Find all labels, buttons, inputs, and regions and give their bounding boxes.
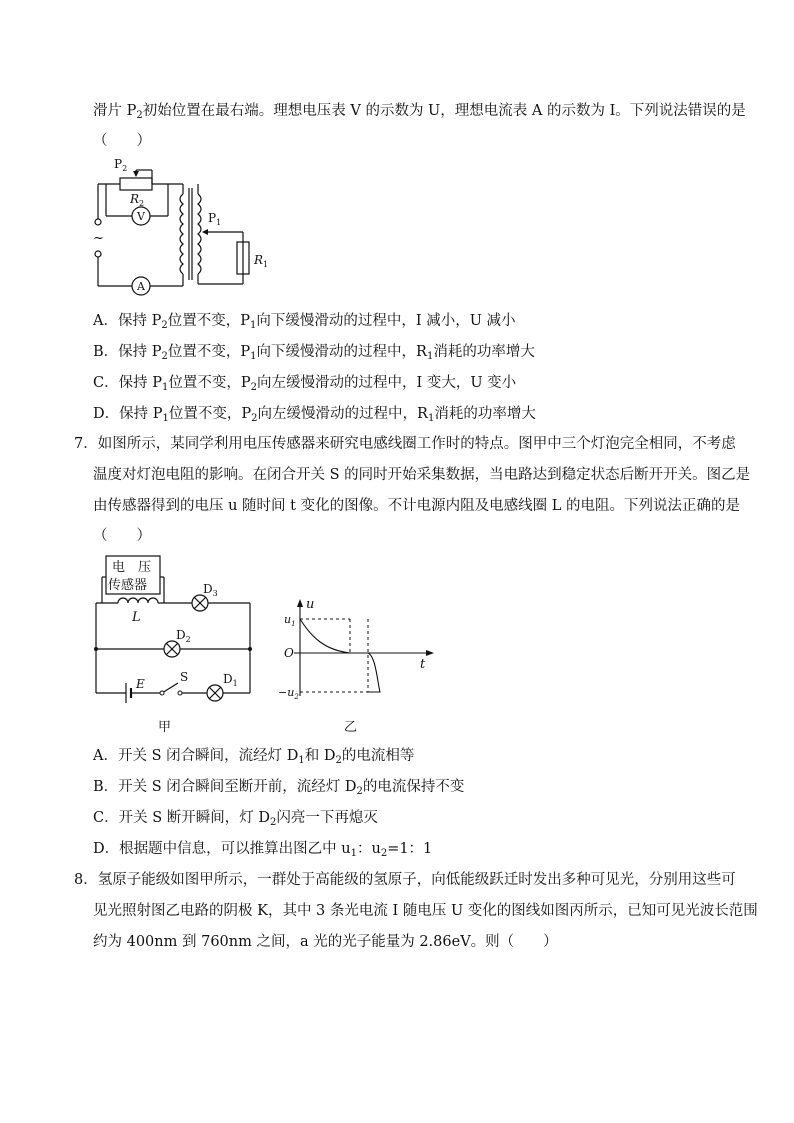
- q7-option-d: D．根据题中信息，可以推算出图乙中 $u_1$：$u_2=1$：1: [93, 841, 433, 859]
- u2-tick-label: $-u_2$: [278, 686, 299, 701]
- q6-intro: 滑片 $P_2$初始位置在最右端。理想电压表 V 的示数为 U，理想电流表 A 的示数为 I。下列说法错误的是: [93, 103, 746, 121]
- ammeter-label: A: [137, 280, 145, 293]
- q6-answer-paren: （ ）: [93, 133, 151, 149]
- q8-stem-line-2: 见光照射图乙电路的阴极 K，其中 3 条光电流 I 随电压 U 变化的图线如图丙所示，已知可见光波长范围: [93, 903, 758, 919]
- origin-label: O: [284, 646, 294, 660]
- q6-option-b: B．保持 $P_2$位置不变，$P_1$向下缓慢滑动的过程中，$R_1$消耗的功率增大: [93, 344, 535, 362]
- r1-label: $R_1$: [254, 253, 269, 269]
- sensor-label-line-1: 电 压: [112, 560, 152, 575]
- d2-label: $D_2$: [176, 628, 191, 644]
- inductor-l-label: L: [132, 610, 141, 625]
- q7-figure-jia-circuit: [90, 553, 260, 738]
- q7-option-c: C．开关 S 断开瞬间，灯 $D_2$闪亮一下再熄灭: [93, 810, 378, 828]
- t-axis-label: t: [420, 657, 426, 672]
- voltmeter-label: V: [137, 210, 145, 223]
- q7-figure-yi-graph: [280, 596, 440, 736]
- switch-s-label: S: [180, 670, 189, 684]
- d1-label: $D_1$: [223, 672, 238, 688]
- r2-label: $R_2$: [130, 192, 145, 208]
- q7-option-b: B．开关 S 闭合瞬间至断开前，流经灯 $D_2$的电流保持不变: [93, 779, 465, 797]
- q6-transformer-circuit: [88, 154, 278, 304]
- u1-tick-label: $u_1$: [284, 613, 296, 628]
- q6-option-d: D．保持 $P_1$位置不变，$P_2$向左缓慢滑动的过程中，$R_1$消耗的功率增大: [93, 406, 536, 424]
- u-axis-label: u: [306, 597, 315, 612]
- q6-option-a: A．保持 $P_2$位置不变，$P_1$向下缓慢滑动的过程中，I 减小，U 减小: [93, 313, 516, 331]
- q8-stem-line-1: 8．氢原子能级如图甲所示，一群处于高能级的氢原子，向低能级跃迁时发出多种可见光，分别用这些可: [74, 872, 736, 888]
- ac-source-symbol: ~: [93, 231, 104, 246]
- figure-jia-caption: 甲: [158, 720, 172, 735]
- q8-stem-line-3: 约为 400nm 到 760nm 之间，a 光的光子能量为 2.86eV。则（ ）: [93, 934, 558, 950]
- figure-yi-caption: 乙: [344, 720, 358, 735]
- battery-e-label: E: [136, 677, 145, 691]
- p1-label: $P_1$: [208, 211, 222, 227]
- d3-label: $D_3$: [203, 582, 218, 598]
- q6-option-c: C．保持 $P_1$位置不变，$P_2$向左缓慢滑动的过程中，I 变大，U 变小: [93, 375, 517, 393]
- q7-stem-line-2: 温度对灯泡电阻的影响。在闭合开关 S 的同时开始采集数据，当电路达到稳定状态后断开开关。图乙是: [93, 467, 751, 483]
- p2-label: $P_2$: [114, 157, 128, 173]
- q7-stem-line-1: 7．如图所示，某同学利用电压传感器来研究电感线圈工作时的特点。图甲中三个灯泡完全相同，不考虑: [74, 436, 736, 452]
- q7-stem-line-3: 由传感器得到的电压 u 随时间 t 变化的图像。不计电源内阻及电感线圈 L 的电阻。下列说法正确的是: [93, 498, 740, 514]
- q7-option-a: A．开关 S 闭合瞬间，流经灯 $D_1$和 $D_2$的电流相等: [93, 748, 415, 766]
- sensor-label-line-2: 传感器: [108, 578, 148, 593]
- q7-answer-paren: （ ）: [93, 528, 151, 544]
